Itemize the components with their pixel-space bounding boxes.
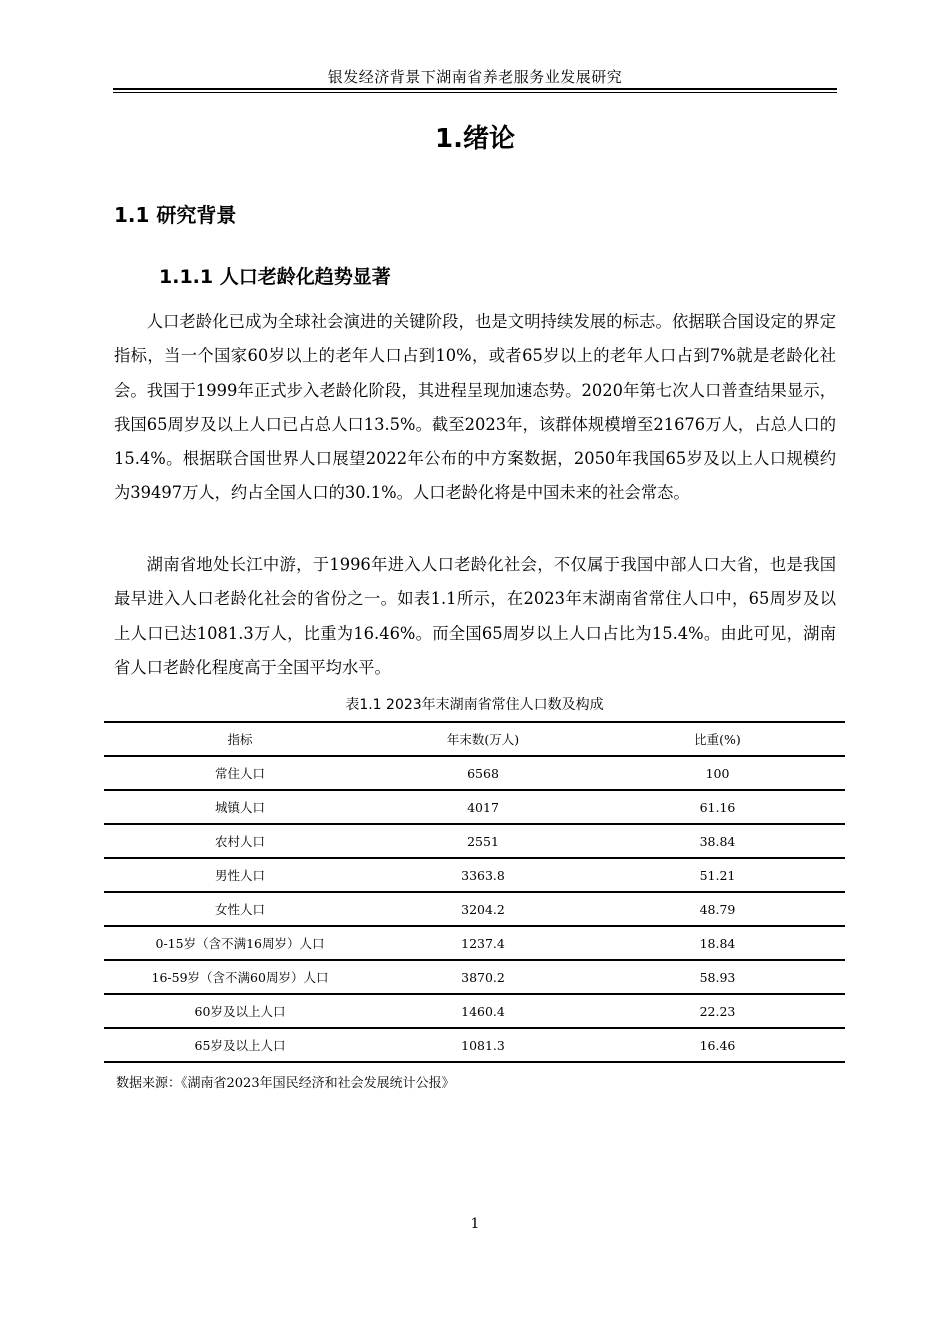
table-header-cell: 年末数(万人) <box>376 722 590 756</box>
table-header-row <box>104 722 845 756</box>
table-cell: 2551 <box>376 824 590 858</box>
table-cell: 60岁及以上人口 <box>104 994 376 1028</box>
body-paragraph: 人口老龄化已成为全球社会演进的关键阶段，也是文明持续发展的标志。依据联合国设定的界定指标，当一个国家60岁以上的老年人口占到10%，或者65岁以上的老年人口占到7%就是老龄化社会。我国于1999年正式步入老龄化阶段，其进程呈现加速态势。2020年第七次人口普查结果显示，我国65周岁及以上人口已占总人口13.5%。截至2023年，该群体规模增至21676万人，占总人口的15.4%。根据联合国世界人口展望2022年公布的中方案数据，2050年我国65岁及以上人口规模约为39497万人，约占全国人口的30.1%。人口老龄化将是中国未来的社会常态。 <box>114 312 836 503</box>
table-cell: 22.23 <box>590 994 845 1028</box>
table-cell: 城镇人口 <box>104 790 376 824</box>
page-number: 1 <box>470 1216 480 1232</box>
table-cell: 61.16 <box>590 790 845 824</box>
table-cell: 16.46 <box>590 1028 845 1062</box>
table-source-note: 数据来源：《湖南省2023年国民经济和社会发展统计公报》 <box>116 1076 455 1091</box>
table-cell: 6568 <box>376 756 590 790</box>
table-row <box>104 994 845 1028</box>
population-table <box>104 721 845 1063</box>
table-cell: 3204.2 <box>376 892 590 926</box>
header-rule-thick <box>113 88 837 90</box>
table-row <box>104 790 845 824</box>
table-cell: 1237.4 <box>376 926 590 960</box>
table-row <box>104 1028 845 1062</box>
subsection-title: 1.1.1 人口老龄化趋势显著 <box>159 266 391 288</box>
table-cell: 51.21 <box>590 858 845 892</box>
table-cell: 4017 <box>376 790 590 824</box>
chapter-title: 1.绪论 <box>435 124 515 154</box>
table-cell: 0-15岁（含不满16周岁）人口 <box>104 926 376 960</box>
body-paragraph: 湖南省地处长江中游，于1996年进入人口老龄化社会，不仅属于我国中部人口大省，也是我国最早进入人口老龄化社会的省份之一。如表1.1所示，在2023年末湖南省常住人口中，65周岁及以上人口已达1081.3万人，比重为16.46%。而全国65周岁以上人口占比为15.4%。由此可见，湖南省人口老龄化程度高于全国平均水平。 <box>114 555 836 677</box>
header-rule-thin <box>113 92 837 93</box>
table-row <box>104 892 845 926</box>
table-cell: 16-59岁（含不满60周岁）人口 <box>104 960 376 994</box>
table-cell: 38.84 <box>590 824 845 858</box>
table-row <box>104 756 845 790</box>
table-cell: 1460.4 <box>376 994 590 1028</box>
table-row <box>104 960 845 994</box>
table-cell: 100 <box>590 756 845 790</box>
table-row <box>104 824 845 858</box>
table-cell: 1081.3 <box>376 1028 590 1062</box>
table-cell: 农村人口 <box>104 824 376 858</box>
table-row <box>104 926 845 960</box>
table-cell: 18.84 <box>590 926 845 960</box>
table-cell: 3363.8 <box>376 858 590 892</box>
table-cell: 常住人口 <box>104 756 376 790</box>
table-cell: 3870.2 <box>376 960 590 994</box>
table-cell: 65岁及以上人口 <box>104 1028 376 1062</box>
section-title: 1.1 研究背景 <box>114 203 237 227</box>
table-header-cell: 指标 <box>104 722 376 756</box>
table-row <box>104 858 845 892</box>
table-cell: 女性人口 <box>104 892 376 926</box>
table-cell: 男性人口 <box>104 858 376 892</box>
table-caption: 表1.1 2023年末湖南省常住人口数及构成 <box>345 697 604 713</box>
table-header-cell: 比重(%) <box>590 722 845 756</box>
running-header: 银发经济背景下湖南省养老服务业发展研究 <box>327 68 623 86</box>
table-cell: 58.93 <box>590 960 845 994</box>
table-cell: 48.79 <box>590 892 845 926</box>
